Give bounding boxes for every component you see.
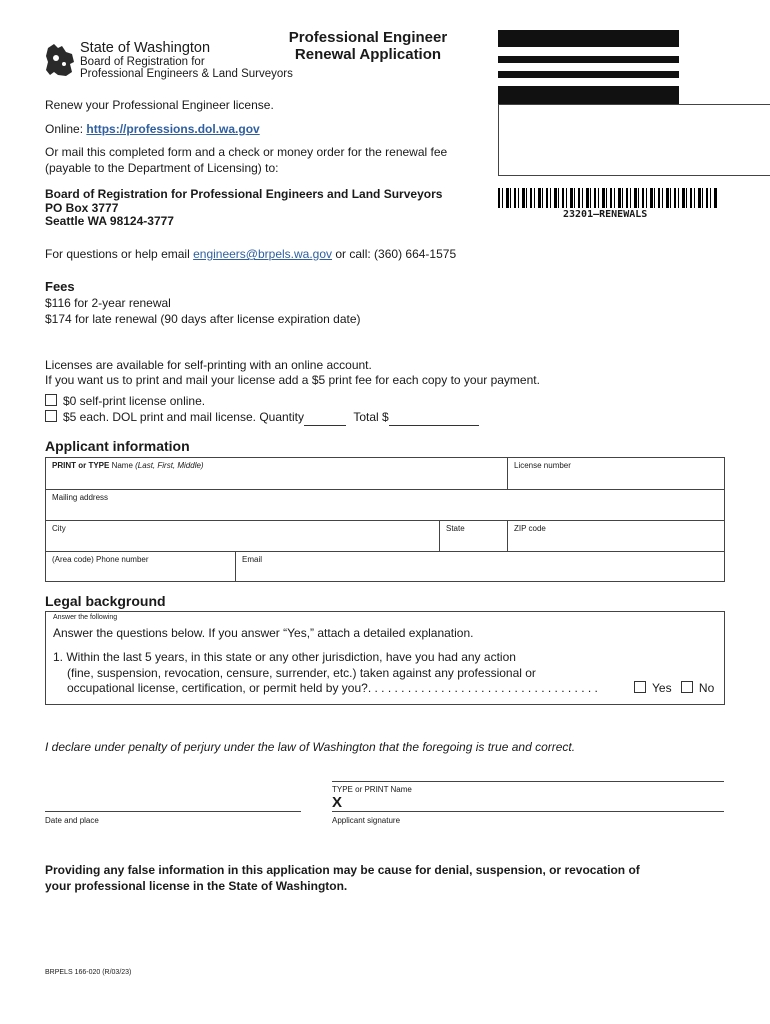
q1-line1: 1. Within the last 5 years, in this state or any other jurisdiction, have you had any action	[53, 650, 516, 664]
name-field[interactable]	[46, 458, 508, 490]
self-print-label: $0 self-print license online.	[63, 394, 206, 408]
q1-line3: occupational license, certification, or permit held by you?. . . . . . . . . . . . . . . . . . . . . . . . . . . . . . . . . . .	[67, 681, 598, 695]
address-line3: Seattle WA 98124-3777	[45, 214, 174, 228]
mailing-address-label: Mailing address	[52, 493, 109, 502]
form-number: BRPELS 166-020 (R/03/23)	[45, 969, 132, 976]
dol-print-checkbox[interactable]	[45, 410, 57, 422]
signature-line[interactable]	[332, 811, 724, 812]
office-use-box	[498, 104, 770, 176]
signature-x-mark: X	[332, 794, 343, 811]
online-label: Online:	[45, 122, 84, 136]
office-use-bar-4	[498, 86, 679, 104]
office-use-bar-3	[498, 71, 679, 78]
name-label-hint: (Last, First, Middle)	[135, 461, 204, 470]
address-line1: Board of Registration for Professional Engineers and Land Surveyors	[45, 187, 443, 201]
legal-heading: Legal background	[45, 593, 166, 609]
agency-name: State of Washington	[80, 40, 211, 56]
warning-line2: your professional license in the State of Washington.	[45, 878, 348, 893]
barcode-icon	[498, 188, 718, 208]
office-use-bar-2	[498, 56, 679, 63]
address-line2: PO Box 3777	[45, 200, 119, 215]
applicant-heading: Applicant information	[45, 438, 190, 454]
zip-label: ZIP code	[514, 524, 546, 533]
q1-yes-label: Yes	[652, 681, 672, 695]
questions-prefix: For questions or help email	[45, 247, 190, 261]
q1-yes-checkbox[interactable]	[634, 681, 646, 693]
online-line	[45, 122, 260, 138]
mailing-address-field[interactable]	[46, 490, 725, 521]
type-print-label: TYPE or PRINT Name	[332, 785, 412, 794]
declaration-text: I declare under penalty of perjury under the law of Washington that the foregoing is true and correct.	[45, 740, 576, 754]
legal-question-1	[53, 650, 598, 697]
title-line2: Renewal Application	[294, 46, 442, 63]
agency-board-line2: Professional Engineers & Land Surveyors	[80, 68, 293, 80]
total-label: Total $	[353, 410, 389, 424]
title-line1: Professional Engineer	[288, 29, 448, 46]
type-print-line	[332, 781, 724, 782]
name-label-bold: PRINT or TYPE	[52, 461, 110, 470]
date-place-line[interactable]	[45, 811, 301, 812]
license-number-label: License number	[514, 461, 571, 470]
quantity-field[interactable]	[304, 414, 346, 426]
self-print-option	[45, 394, 205, 410]
renew-text: Renew your Professional Engineer license.	[45, 98, 274, 112]
self-print-checkbox[interactable]	[45, 394, 57, 406]
state-field[interactable]	[440, 521, 508, 552]
name-label: Name	[109, 461, 136, 470]
mail-instructions	[45, 145, 447, 176]
email-field[interactable]	[236, 552, 725, 582]
mail-text-line2: (payable to the Department of Licensing) to:	[45, 160, 279, 175]
signature-label: Applicant signature	[332, 816, 401, 825]
false-info-warning	[45, 863, 640, 894]
mailing-address	[45, 188, 442, 229]
license-number-field[interactable]	[508, 458, 725, 490]
fee-renewal: $116 for 2-year renewal	[45, 296, 171, 310]
zip-field[interactable]	[508, 521, 725, 552]
state-label: State	[446, 524, 465, 533]
total-field[interactable]	[389, 414, 479, 426]
city-field[interactable]	[46, 521, 440, 552]
mail-text-line1: Or mail this completed form and a check or money order for the renewal fee	[45, 145, 448, 159]
fees-heading: Fees	[45, 279, 75, 294]
form-title	[262, 29, 474, 63]
q1-line2: (fine, suspension, revocation, censure, surrender, etc.) taken against any professional or	[67, 665, 536, 680]
date-place-label: Date and place	[45, 816, 99, 825]
dol-print-label: $5 each. DOL print and mail license. Quantity	[63, 410, 305, 424]
type-print-name-field[interactable]	[332, 795, 724, 812]
questions-phone: or call: (360) 664-1575	[335, 247, 457, 261]
phone-label: (Area code) Phone number	[52, 555, 149, 564]
warning-line1: Providing any false information in this application may be cause for denial, suspension, or revocation of	[45, 863, 640, 877]
legal-instruction: Answer the questions below. If you answer “Yes,” attach a detailed explanation.	[53, 626, 474, 640]
printing-line2: If you want us to print and mail your license add a $5 print fee for each copy to your payment.	[45, 373, 540, 387]
q1-no-checkbox[interactable]	[681, 681, 693, 693]
fee-late-renewal: $174 for late renewal (90 days after license expiration date)	[45, 312, 361, 326]
city-label: City	[52, 524, 66, 533]
phone-field[interactable]	[46, 552, 236, 582]
questions-line	[45, 247, 456, 263]
legal-note: Answer the following	[53, 614, 118, 621]
office-use-bar-1	[498, 30, 679, 47]
agency-board-line: Board of Registration for	[80, 56, 205, 68]
dol-print-option	[45, 410, 479, 426]
email-label: Email	[242, 555, 263, 564]
online-link[interactable]: https://professions.dol.wa.gov	[86, 122, 260, 136]
printing-line1: Licenses are available for self-printing with an online account.	[45, 358, 372, 372]
state-logo-icon	[44, 42, 76, 78]
help-email-link[interactable]: engineers@brpels.wa.gov	[193, 247, 333, 261]
q1-answer	[634, 681, 714, 697]
barcode-text: 23201–RENEWALS	[563, 209, 648, 220]
applicant-table	[45, 457, 725, 582]
q1-no-label: No	[698, 681, 715, 695]
